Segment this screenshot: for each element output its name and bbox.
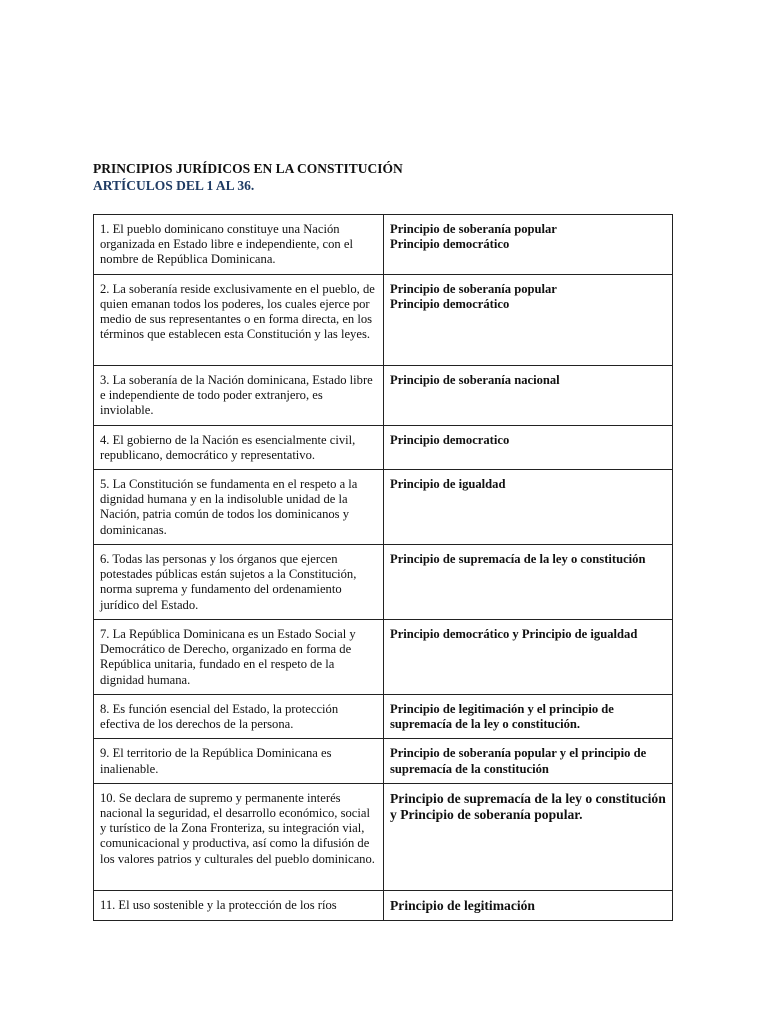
document-title: PRINCIPIOS JURÍDICOS EN LA CONSTITUCIÓN	[93, 161, 403, 176]
principle-line: Principio de soberanía nacional	[390, 372, 560, 387]
principle-cell	[384, 620, 673, 695]
principles-table	[93, 214, 673, 921]
principle-cell	[384, 695, 673, 739]
principle-line: Principio democratico	[390, 432, 510, 447]
principle-line: Principio de igualdad	[390, 477, 506, 492]
principle-cell	[384, 783, 673, 890]
article-cell: 2. La soberanía reside exclusivamente en el pueblo, de quien emanan todos los poderes, los cuales ejerce por medio de sus representantes o en forma directa, en los términos que establecen esta Constitución y las leyes.	[94, 274, 384, 365]
principle-line: Principio de soberanía popular	[390, 281, 557, 296]
article-cell: 6. Todas las personas y los órganos que ejercen potestades públicas están sujetos a la Constitución, norma suprema y fundamento del ordenamiento jurídico del Estado.	[94, 545, 384, 620]
document-subtitle: ARTÍCULOS DEL 1 AL 36.	[93, 178, 255, 193]
principle-line: Principio de supremacía de la ley o constitución	[390, 552, 646, 567]
principle-cell	[384, 470, 673, 545]
article-cell: 9. El territorio de la República Dominicana es inalienable.	[94, 739, 384, 783]
principle-line: Principio de soberanía popular y el principio de supremacía de la constitución	[390, 746, 647, 776]
article-cell: 1. El pueblo dominicano constituye una Nación organizada en Estado libre e independiente, con el nombre de República Dominicana.	[94, 215, 384, 275]
principle-line: Principio democrático y Principio de igualdad	[390, 627, 638, 642]
principle-cell	[384, 274, 673, 365]
table-row	[94, 783, 673, 890]
article-cell: 8. Es función esencial del Estado, la protección efectiva de los derechos de la persona.	[94, 695, 384, 739]
article-cell: 3. La soberanía de la Nación dominicana, Estado libre e independiente de todo poder extranjero, es inviolable.	[94, 365, 384, 425]
principle-cell	[384, 890, 673, 921]
table-row	[94, 365, 673, 425]
table-row	[94, 695, 673, 739]
principle-cell	[384, 545, 673, 620]
principle-line: Principio de soberanía popular	[390, 222, 557, 236]
table-row	[94, 890, 673, 921]
article-cell: 4. El gobierno de la Nación es esencialmente civil, republicano, democrático y representativo.	[94, 425, 384, 469]
table-row	[94, 470, 673, 545]
principle-line: Principio de supremacía de la ley o constitución y Principio de soberanía popular.	[390, 790, 666, 823]
principle-cell	[384, 365, 673, 425]
principle-line: Principio democrático	[390, 237, 510, 252]
principle-cell	[384, 425, 673, 469]
principle-cell	[384, 739, 673, 783]
principle-line: Principio de legitimación	[390, 897, 535, 913]
article-cell: 11. El uso sostenible y la protección de los ríos	[94, 890, 384, 921]
table-row	[94, 545, 673, 620]
article-cell: 5. La Constitución se fundamenta en el respeto a la dignidad humana y en la indisoluble unidad de la Nación, patria común de todos los dominicanos y dominicanas.	[94, 470, 384, 545]
table-row	[94, 274, 673, 365]
principle-line: Principio democrático	[390, 296, 510, 311]
document-heading	[93, 160, 673, 194]
principle-cell	[384, 215, 673, 275]
table-row	[94, 425, 673, 469]
principle-line: Principio de legitimación y el principio de supremacía de la ley o constitución.	[390, 702, 614, 732]
table-row	[94, 739, 673, 783]
table-row	[94, 620, 673, 695]
article-cell: 7. La República Dominicana es un Estado Social y Democrático de Derecho, organizado en forma de República unitaria, fundado en el respeto de la dignidad humana.	[94, 620, 384, 695]
article-cell: 10. Se declara de supremo y permanente interés nacional la seguridad, el desarrollo económico, social y turístico de la Zona Fronteriza, su integración vial, comunicacional y productiva, así como la difusión de los valores patrios y culturales del pueblo dominicano.	[94, 783, 384, 890]
table-row	[94, 215, 673, 275]
